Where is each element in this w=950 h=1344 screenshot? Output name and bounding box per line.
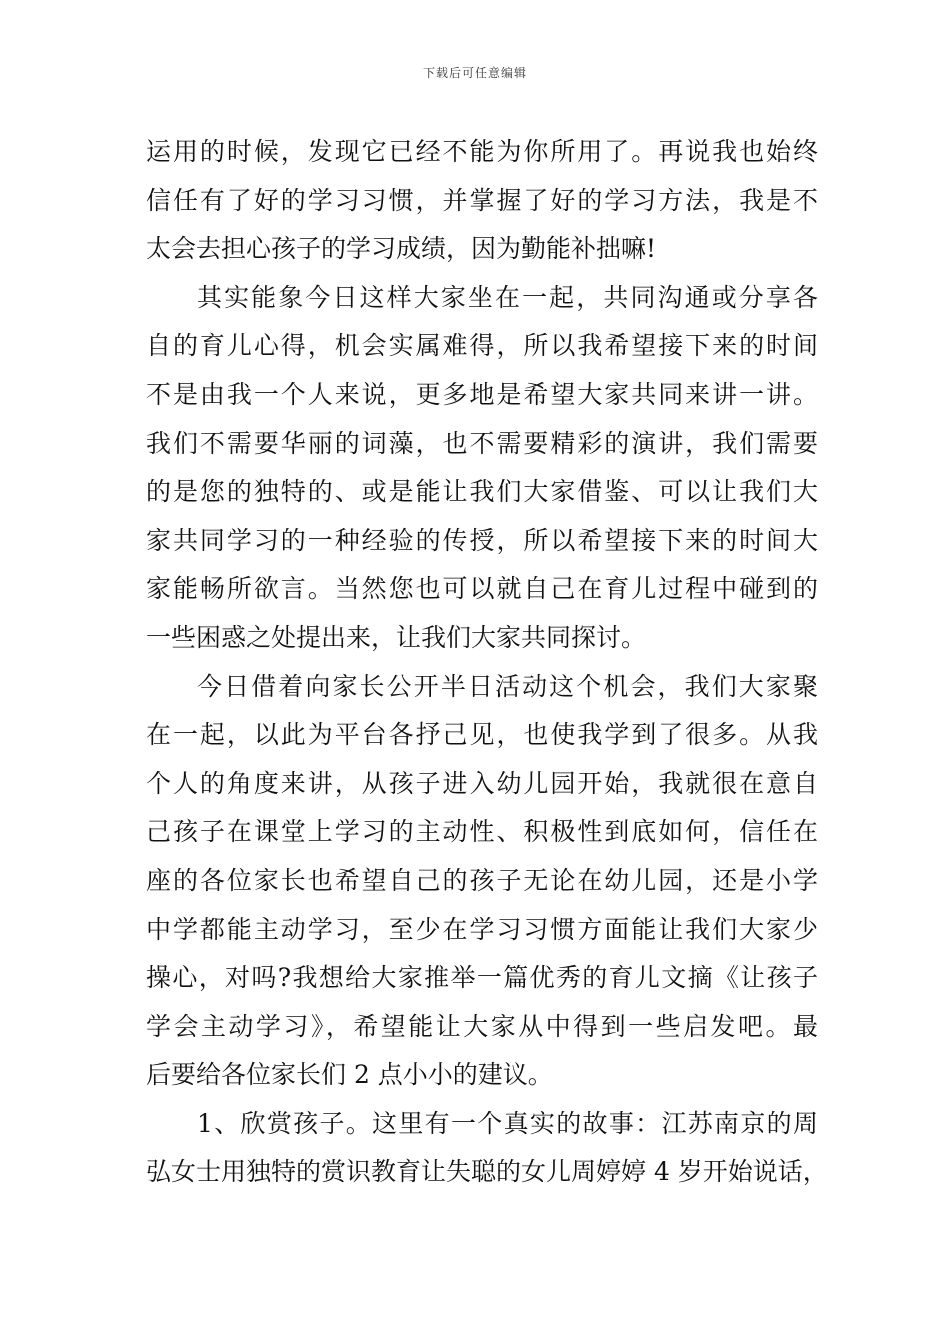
text-line: 己孩子在课堂上学习的主动性、积极性到底如何，信任在: [146, 817, 818, 847]
text-line: 不是由我一个人来说，更多地是希望大家共同来讲一讲。: [146, 379, 818, 409]
text-line: 信任有了好的学习习惯，并掌握了好的学习方法，我是不: [146, 185, 818, 215]
text-line: 家共同学习的一种经验的传授，所以希望接下来的时间大: [146, 525, 818, 555]
page-header-note: 下载后可任意编辑: [422, 66, 527, 80]
text-line: 学会主动学习》，希望能让大家从中得到一些启发吧。最: [146, 1011, 818, 1041]
text-line: 在一起，以此为平台各抒己见，也使我学到了很多。从我: [146, 720, 818, 750]
text-line: 运用的时候，发现它已经不能为你所用了。再说我也始终: [146, 137, 818, 166]
text-line: 后要给各位家长们 2 点小小的建议。: [146, 1060, 553, 1090]
text-line: 家能畅所欲言。当然您也可以就自己在育儿过程中碰到的: [146, 574, 818, 604]
text-line: 我们不需要华丽的词藻，也不需要精彩的演讲，我们需要: [146, 428, 818, 458]
text-line: 一些困惑之处提出来，让我们大家共同探讨。: [146, 622, 647, 652]
text-line: 其实能象今日这样大家坐在一起，共同沟通或分享各: [197, 282, 818, 312]
text-line: 座的各位家长也希望自己的孩子无论在幼儿园，还是小学: [146, 865, 818, 895]
text-line: 今日借着向家长公开半日活动这个机会，我们大家聚: [197, 671, 818, 701]
text-line: 太会去担心孩子的学习成绩，因为勤能补拙嘛!: [146, 234, 657, 264]
text-line: 的是您的独特的、或是能让我们大家借鉴、可以让我们大: [146, 477, 818, 507]
text-line: 中学都能主动学习，至少在学习习惯方面能让我们大家少: [146, 914, 818, 944]
text-line: 自的育儿心得，机会实属难得，所以我希望接下来的时间: [146, 331, 818, 361]
text-line: 弘女士用独特的赏识教育让失聪的女儿周婷婷 4 岁开始说话，: [146, 1157, 828, 1187]
document-body: [146, 128, 828, 1197]
text-line: 个人的角度来讲，从孩子进入幼儿园开始，我就很在意自: [146, 768, 818, 798]
text-line: 操心，对吗?我想给大家推举一篇优秀的育儿文摘《让孩子: [146, 963, 818, 993]
text-line: 1、欣赏孩子。这里有一个真实的故事：江苏南京的周: [197, 1108, 818, 1138]
